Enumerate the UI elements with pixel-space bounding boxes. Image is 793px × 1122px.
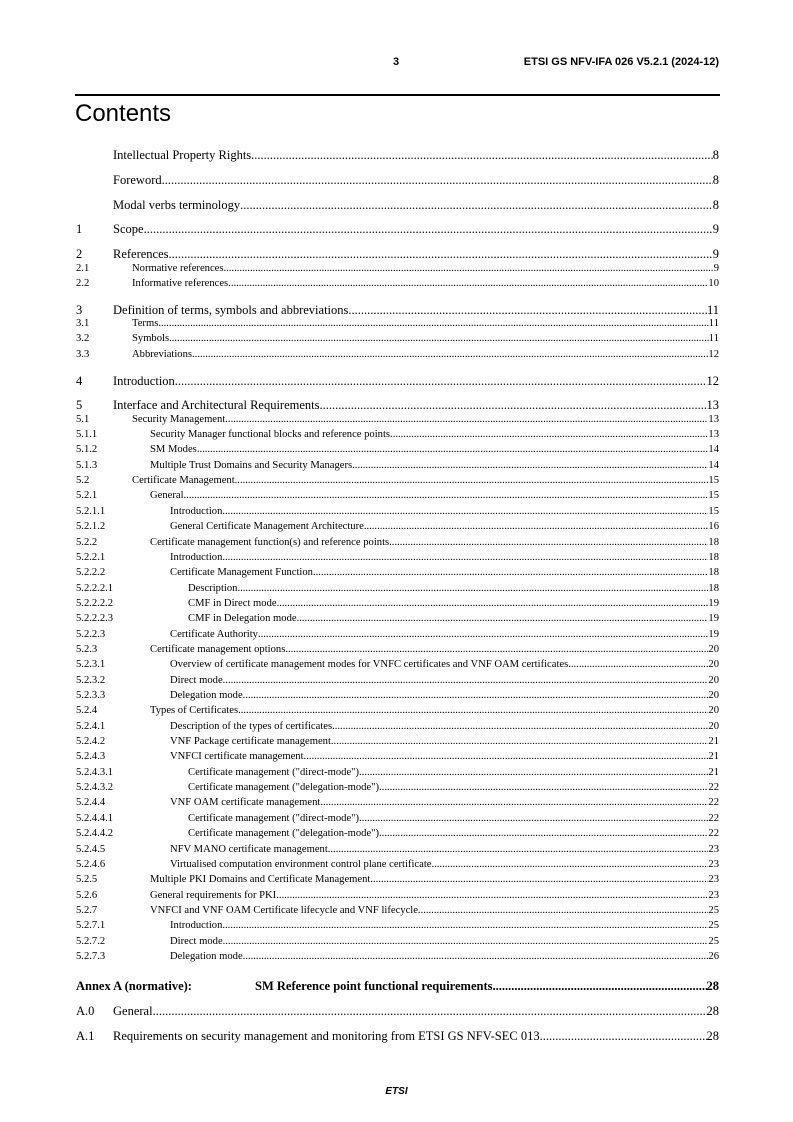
toc-entry-page: 22 [708,812,719,824]
toc-entry-number: 5.2.2.2.2 [76,597,114,609]
toc-entry-title: Certificate Authority [170,628,258,640]
toc-entry-number: 5.2.7.3 [76,950,106,962]
toc-entry-page: 9 [712,222,719,237]
toc-entry[interactable] [76,278,719,289]
toc-entry-page: 15 [708,505,719,517]
toc-entry-number: 5.2.1.2 [76,521,106,533]
dot-leader [332,721,708,732]
toc-entry-title: Description [188,582,238,594]
document-id: ETSI GS NFV-IFA 026 V5.2.1 (2024-12) [523,56,719,68]
toc-entry-number: 5.2.4.2 [76,736,106,748]
dot-leader [431,859,708,870]
toc-entry[interactable] [76,629,719,640]
toc-entry-title: Certificate Management [132,475,235,487]
dot-leader [184,490,709,501]
toc-entry-title: NFV MANO certificate management [170,843,328,855]
toc-entry[interactable] [76,797,719,808]
toc-entry[interactable] [76,767,719,778]
toc-entry-title: Interface and Architectural Requirements [113,398,320,413]
toc-entry-number: 5.2.1 [76,490,98,502]
toc-entry-page: 8 [712,172,719,187]
toc-entry[interactable] [76,659,719,670]
toc-entry[interactable] [76,222,719,237]
dot-leader [277,598,709,609]
dot-leader [320,797,708,808]
toc-entry[interactable] [76,828,719,839]
toc-entry[interactable] [76,374,719,389]
toc-entry-page: 11 [708,333,719,345]
toc-entry-title: Description of the types of certificates [170,720,333,732]
toc-entry-number: 5.2.3.2 [76,674,106,686]
toc-entry[interactable] [76,782,719,793]
toc-entry-title: Definition of terms, symbols and abbreviations [113,302,349,317]
toc-entry-page: 28 [706,1003,719,1018]
toc-entry-page: 9 [712,247,719,262]
toc-entry-page: 11 [708,318,719,330]
toc-entry[interactable] [76,444,719,455]
toc-entry-number: 3.1 [76,318,90,330]
dot-leader [320,398,707,413]
toc-entry-number: 5.2.7.2 [76,935,106,947]
toc-entry[interactable] [76,506,719,517]
toc-entry-page: 21 [708,751,719,763]
toc-entry-number: 5.2.2.2 [76,567,106,579]
dot-leader [328,844,709,855]
toc-entry-page: 19 [708,597,719,609]
toc-entry-number: Annex A (normative): [76,978,192,993]
toc-entry-title: Certificate management function(s) and reference points [150,536,390,548]
dot-leader [379,828,708,839]
toc-entry[interactable] [76,736,719,747]
toc-entry[interactable] [76,414,719,425]
toc-entry-number: 5.1.1 [76,429,98,441]
toc-entry[interactable] [76,598,719,609]
toc-entry-page: 18 [708,551,719,563]
dot-leader [331,736,709,747]
toc-entry-title: Introduction [170,920,223,932]
toc-entry[interactable] [76,429,719,440]
page-number: 3 [393,56,400,68]
toc-entry-title: Certificate management ("direct-mode") [188,766,360,778]
toc-entry[interactable] [76,148,719,163]
dot-leader [370,874,708,885]
toc-entry[interactable] [76,705,719,716]
dot-leader [297,613,709,624]
toc-entry-page: 22 [708,782,719,794]
toc-entry[interactable] [76,936,719,947]
dot-leader [540,1029,707,1044]
footer-etsi: ETSI [385,1086,408,1097]
toc-entry-number: 3 [76,302,83,317]
toc-entry-number: 5.2.4.4.2 [76,828,114,840]
toc-entry[interactable] [76,890,719,901]
dot-leader [223,263,713,274]
toc-entry-number: 3.2 [76,333,90,345]
toc-entry-title: Modal verbs terminology [113,197,241,212]
dot-leader [379,782,708,793]
toc-entry-number: 5.2.2.2.3 [76,613,114,625]
toc-entry-title: Delegation mode [170,950,243,962]
toc-entry-number: 5.2.7.1 [76,920,106,932]
toc-entry-number: 5.2.4.3 [76,751,106,763]
toc-entry-page: 11 [706,302,719,317]
toc-entry-page: 12 [708,348,719,360]
toc-entry[interactable] [76,460,719,471]
toc-entry-page: 16 [708,521,719,533]
dot-leader [235,475,709,486]
dot-leader [192,349,708,360]
toc-entry-number: 5.2.4.6 [76,858,106,870]
toc-entry-page: 12 [706,373,719,388]
toc-entry-number: 5.1 [76,413,90,425]
toc-entry-number: A.1 [76,1028,95,1043]
toc-entry-title: General Certificate Management Architecture [170,521,364,533]
toc-entry-page: 18 [708,567,719,579]
toc-entry-page: 20 [708,705,719,717]
toc-entry-number: 5.2.2.2.1 [76,582,114,594]
toc-entry-title: Introduction [170,505,223,517]
toc-entry-page: 8 [712,148,719,162]
toc-entry[interactable] [76,1004,719,1019]
toc-entry[interactable] [76,333,719,344]
toc-entry-number: 5.2.5 [76,874,98,886]
toc-entry[interactable] [76,475,719,486]
toc-entry-page: 22 [708,828,719,840]
toc-entry-number: 5.2.7 [76,904,98,916]
toc-entry-page: 18 [708,582,719,594]
toc-entry[interactable] [76,247,719,262]
toc-entry[interactable] [76,583,719,594]
toc-entry[interactable] [76,490,719,501]
toc-entry-title: Terms [132,318,159,330]
dot-leader [251,148,713,163]
header-rule [75,94,720,96]
dot-leader [243,690,709,701]
toc-entry-number: 5.2.2.3 [76,628,106,640]
toc-entry-page: 15 [708,490,719,502]
toc-entry-title: Certificate management ("direct-mode") [188,812,360,824]
toc-entry[interactable] [76,552,719,563]
toc-entry-title: Symbols [132,333,170,345]
dot-leader [153,1004,707,1019]
toc-entry-page: 13 [708,413,719,425]
toc-entry-title: References [113,247,169,262]
toc-entry-number: 5.2.4.4.1 [76,812,114,824]
toc-entry-page: 23 [708,843,719,855]
dot-leader [568,659,708,670]
toc-entry-page: 26 [708,950,719,962]
toc-entry-page: 14 [708,444,719,456]
toc-entry-title: Direct mode [170,674,223,686]
dot-leader [175,374,707,389]
toc-entry-number: 5.2.3 [76,643,98,655]
toc-entry-title: Multiple Trust Domains and Security Managers [150,459,353,471]
toc-entry-title: Security Manager functional blocks and reference points [150,429,391,441]
dot-leader [222,552,708,563]
toc-entry-title: Overview of certificate management modes for VNFC certificates and VNF OAM certificates [170,659,569,671]
toc-entry-number: 5.2 [76,475,90,487]
toc-entry[interactable] [76,859,719,870]
toc-entry-page: 21 [708,736,719,748]
toc-entry-page: 20 [708,674,719,686]
toc-entry-title: Delegation mode [170,690,243,701]
toc-entry-page: 23 [708,889,719,901]
toc-entry-page: 20 [708,690,719,701]
toc-entry-page: 25 [708,920,719,932]
toc-entry-page: 25 [708,904,719,916]
toc-entry-page: 23 [708,858,719,870]
toc-entry[interactable] [76,920,719,931]
toc-entry-number: 2.1 [76,262,90,274]
dot-leader [389,537,708,548]
dot-leader [169,247,713,262]
toc-entry[interactable] [76,537,719,548]
toc-entry-page: 13 [708,429,719,441]
toc-entry-title: Direct mode [170,935,223,947]
toc-entry-page: 28 [706,978,719,993]
dot-leader [276,890,708,901]
dot-leader [222,506,708,517]
toc-entry-number: 2 [76,247,83,262]
toc-entry-title: Types of Certificates [150,705,239,717]
toc-entry-title: VNFCI and VNF OAM Certificate lifecycle and VNF lifecycle [150,904,418,916]
toc-entry-number: 5.2.1.1 [76,505,106,517]
toc-entry-number: A.0 [76,1003,95,1018]
toc-entry-number: 5.2.4 [76,705,98,717]
toc-entry-title: General [150,490,184,502]
toc-entry-title: Certificate Management Function [170,567,313,579]
toc-entry-page: 8 [712,197,719,212]
toc-entry-title: Certificate management options [150,643,286,655]
dot-leader [418,905,708,916]
dot-leader [222,920,708,931]
toc-entry-title: Intellectual Property Rights [113,148,252,162]
page-title: Contents [75,100,172,127]
toc-entry-title: VNF OAM certificate management [170,797,321,809]
toc-entry[interactable] [76,951,719,962]
toc-entry[interactable] [76,1029,719,1044]
toc-entry-number: 5.2.3.1 [76,659,106,671]
dot-leader [258,629,708,640]
toc-entry-title: SM Modes [150,444,197,456]
toc-entry-number: 5.1.3 [76,459,98,471]
toc-entry-number: 5.2.4.3.2 [76,782,114,794]
dot-leader [197,444,709,455]
toc-entry-number: 5.2.4.4 [76,797,106,809]
toc-entry[interactable] [76,675,719,686]
toc-entry-number: 5.2.4.3.1 [76,766,114,778]
dot-leader [359,813,708,824]
toc-entry-page: 20 [708,720,719,732]
toc-entry-title: Security Management [132,413,226,425]
toc-entry-page: 19 [708,613,719,625]
dot-leader [492,979,706,994]
toc-entry-page: 22 [708,797,719,809]
toc-entry-page: 18 [708,536,719,548]
toc-entry-title: Introduction [113,373,175,388]
toc-entry-page: 19 [708,628,719,640]
toc-entry-title: Virtualised computation environment control plane certificate [170,858,432,870]
toc-entry-title: Certificate management ("delegation-mode") [188,828,380,840]
toc-entry-title: Scope [113,222,144,237]
toc-entry-title: Informative references [132,277,229,289]
toc-entry[interactable] [76,198,719,213]
toc-entry-title: VNF Package certificate management [170,736,331,748]
toc-entry-title: Requirements on security management and monitoring from ETSI GS NFV-SEC 013 [113,1028,540,1043]
toc-entry-number: 5 [76,398,83,413]
toc-entry[interactable] [76,303,719,318]
toc-entry-page: 15 [708,475,719,487]
toc-entry-title: Multiple PKI Domains and Certificate Management [150,874,371,886]
toc-entry-number: 4 [76,373,83,388]
dot-leader [240,198,713,213]
toc-entry-number: 5.2.6 [76,889,98,901]
toc-entry[interactable] [76,349,719,360]
toc-entry[interactable] [76,844,719,855]
dot-leader [352,460,708,471]
toc-entry[interactable] [76,979,719,994]
toc-entry-title: General [113,1003,153,1018]
toc-entry[interactable] [76,751,719,762]
toc-entry-title: Abbreviations [132,348,193,360]
dot-leader [313,567,708,578]
toc-entry-title: Certificate management ("delegation-mode") [188,782,380,794]
toc-entry-page: 21 [708,766,719,778]
toc-entry-title: CMF in Delegation mode [188,613,297,625]
toc-entry-page: 14 [708,459,719,471]
toc-entry-page: 20 [708,643,719,655]
toc-entry[interactable] [76,398,719,413]
toc-entry-number: 5.1.2 [76,444,98,456]
toc-entry[interactable] [76,521,719,532]
toc-entry[interactable] [76,567,719,578]
dot-leader [364,521,709,532]
dot-leader [238,705,708,716]
toc-entry[interactable] [76,690,719,701]
toc-entry[interactable] [76,263,719,274]
dot-leader [169,333,709,344]
toc-entry[interactable] [76,813,719,824]
toc-entry-number: 5.2.3.3 [76,690,106,701]
toc-entry-number: 3.3 [76,348,90,360]
dot-leader [285,644,708,655]
toc-entry-number: 2.2 [76,277,90,289]
dot-leader [158,318,708,329]
dot-leader [223,936,709,947]
dot-leader [390,429,708,440]
dot-leader [162,173,713,188]
toc-entry[interactable] [76,721,719,732]
toc-entry-page: 20 [708,659,719,671]
dot-leader [348,303,707,318]
dot-leader [237,583,708,594]
toc-entry-number: 5.2.4.5 [76,843,106,855]
toc-entry-number: 1 [76,222,83,237]
toc-entry-title: Introduction [170,551,223,563]
toc-entry-page: 9 [713,262,719,274]
toc-entry-number: 5.2.4.1 [76,720,106,732]
dot-leader [359,767,708,778]
toc-entry-title: SM Reference point functional requirements [255,978,493,993]
toc-entry-number: 5.2.2 [76,536,98,548]
toc-entry-page: 10 [708,277,719,289]
toc-entry[interactable] [76,173,719,188]
toc-entry[interactable] [76,874,719,885]
dot-leader [225,414,708,425]
toc-entry-title: Normative references [132,262,224,274]
dot-leader [243,951,709,962]
dot-leader [304,751,709,762]
toc-entry-title: CMF in Direct mode [188,597,277,609]
toc-entry-page: 23 [708,874,719,886]
toc-entry[interactable] [76,644,719,655]
toc-entry[interactable] [76,318,719,329]
dot-leader [144,222,713,237]
toc-entry-page: 25 [708,935,719,947]
toc-entry-title: Foreword [113,172,162,187]
dot-leader [223,675,709,686]
toc-entry-page: 13 [706,398,719,413]
dot-leader [228,278,708,289]
toc-entry[interactable] [76,613,719,624]
toc-entry-number: 5.2.2.1 [76,551,106,563]
toc-entry-title: VNFCI certificate management [170,751,304,763]
toc-entry-title: General requirements for PKI [150,889,277,901]
toc-entry[interactable] [76,905,719,916]
toc-entry-page: 28 [706,1028,719,1043]
